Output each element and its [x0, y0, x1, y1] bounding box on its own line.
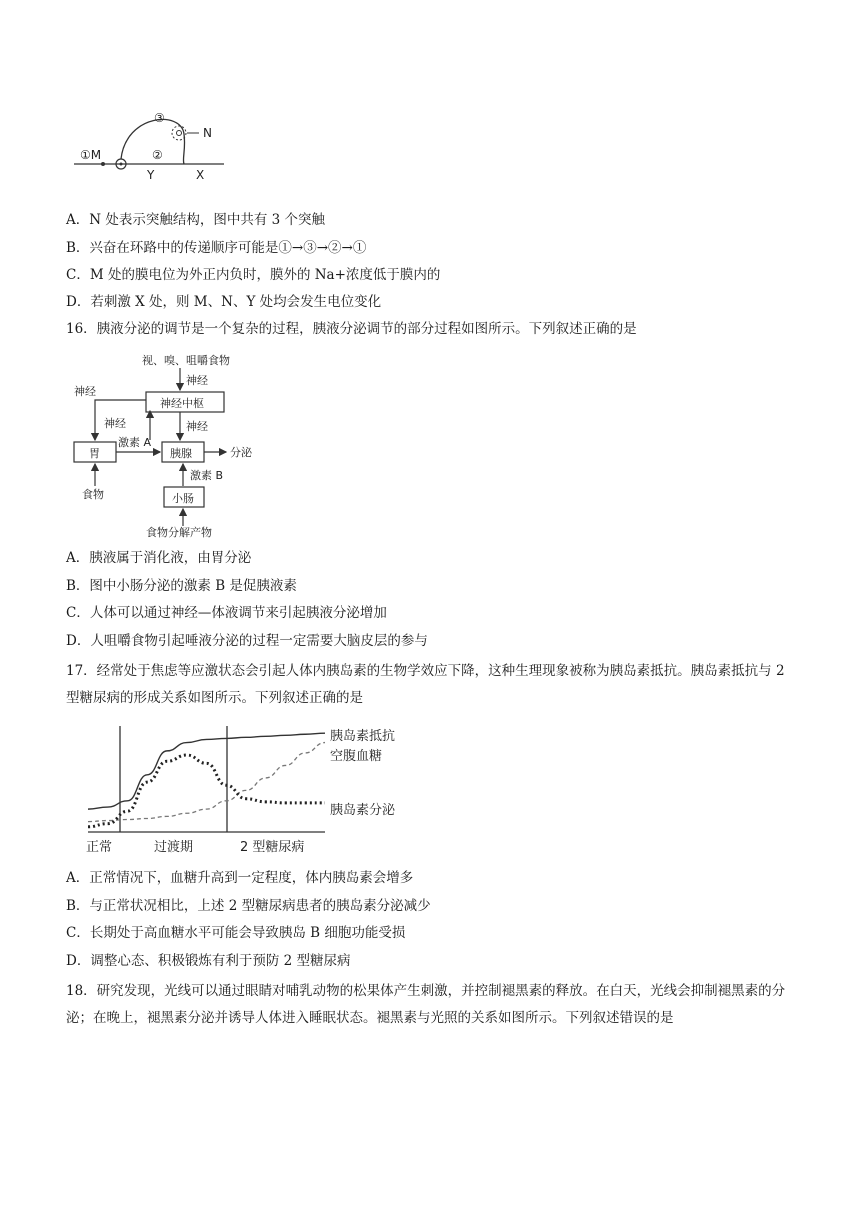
pancreas-regulation-figure: [66, 352, 276, 538]
stomach-box: 胃: [89, 447, 100, 460]
q16-option-c: C．人体可以通过神经—体液调节来引起胰液分泌增加: [66, 605, 387, 621]
legend-insulin-secretion: 胰岛素分泌: [330, 803, 396, 818]
q17-option-d: D．调整心态、积极锻炼有利于预防 2 型糖尿病: [66, 953, 351, 969]
food-products-label: 食物分解产物: [146, 526, 212, 538]
hormone-b-label: 激素 B: [190, 469, 224, 482]
label-3: ③: [154, 111, 165, 125]
series-line-2: [88, 755, 325, 827]
q16-option-b: B．图中小肠分泌的激素 B 是促胰液素: [66, 578, 297, 594]
insulin-chart: [80, 720, 420, 860]
food-label: 食物: [82, 488, 104, 501]
q18-stem: 18．研究发现，光线可以通过眼睛对哺乳动物的松果体产生刺激，并控制褪黑素的释放。在白天，光线会抑制褪黑素的分泌；在晚上，褪黑素分泌并诱导人体进入睡眠状态。褪黑素与光照的关系如图所示。下列叙述错误的是: [66, 983, 786, 1026]
nerve-mid-left-label: 神经: [104, 417, 126, 430]
legend-fasting-glucose: 空腹血糖: [330, 749, 383, 764]
q17-stem: 17．经常处于焦虑等应激状态会引起人体内胰岛素的生物学效应下降，这种生理现象被称为胰岛素抵抗。胰岛素抵抗与 2 型糖尿病的形成关系如图所示。下列叙述正确的是: [66, 663, 785, 706]
label-m: ①M: [80, 148, 102, 162]
secrete-label: 分泌: [230, 446, 252, 459]
phase-diabetes: 2 型糖尿病: [240, 840, 305, 855]
nerve-mid-label: 神经: [186, 420, 208, 433]
nerve-center-box: 神经中枢: [160, 397, 204, 410]
q16-option-a: A．胰液属于消化液，由胃分泌: [66, 550, 252, 566]
legend-insulin-resistance: 胰岛素抵抗: [330, 729, 396, 744]
q17-option-a: A．正常情况下，血糖升高到一定程度，体内胰岛素会增多: [66, 870, 414, 886]
hormone-a-label: 激素 A: [118, 436, 152, 449]
intestine-box: 小肠: [172, 492, 194, 505]
q16-stem: 16．胰液分泌的调节是一个复杂的过程，胰液分泌调节的部分过程如图所示。下列叙述正确的是: [66, 321, 637, 337]
label-y: Y: [147, 168, 155, 182]
q15-option-a: A．N 处表示突触结构，图中共有 3 个突触: [66, 212, 326, 228]
label-n: N: [203, 126, 212, 140]
pancreas-box: 胰腺: [170, 447, 192, 460]
nerve-left-label: 神经: [74, 385, 96, 398]
q15-option-b: B．兴奋在环路中的传递顺序可能是①→③→②→①: [66, 240, 367, 256]
q17-option-b: B．与正常状况相比，上述 2 型糖尿病患者的胰岛素分泌减少: [66, 898, 431, 914]
q17-option-c: C．长期处于高血糖水平可能会导致胰岛 B 细胞功能受损: [66, 925, 406, 941]
q15-option-d: D．若刺激 X 处，则 M、N、Y 处均会发生电位变化: [66, 294, 382, 310]
phase-normal: 正常: [86, 840, 113, 855]
top-input-label: 视、嗅、咀嚼食物: [142, 354, 230, 367]
nerve-top-label: 神经: [186, 374, 208, 387]
series-line-0: [88, 733, 325, 809]
q15-option-c: C．M 处的膜电位为外正内负时，膜外的 Na+浓度低于膜内的: [66, 267, 441, 283]
series-line-1: [88, 743, 325, 822]
phase-transition: 过渡期: [154, 840, 194, 855]
neuron-loop-figure: [66, 104, 246, 186]
q16-option-d: D．人咀嚼食物引起唾液分泌的过程一定需要大脑皮层的参与: [66, 633, 428, 649]
label-x: X: [196, 168, 205, 182]
label-2: ②: [152, 148, 163, 162]
